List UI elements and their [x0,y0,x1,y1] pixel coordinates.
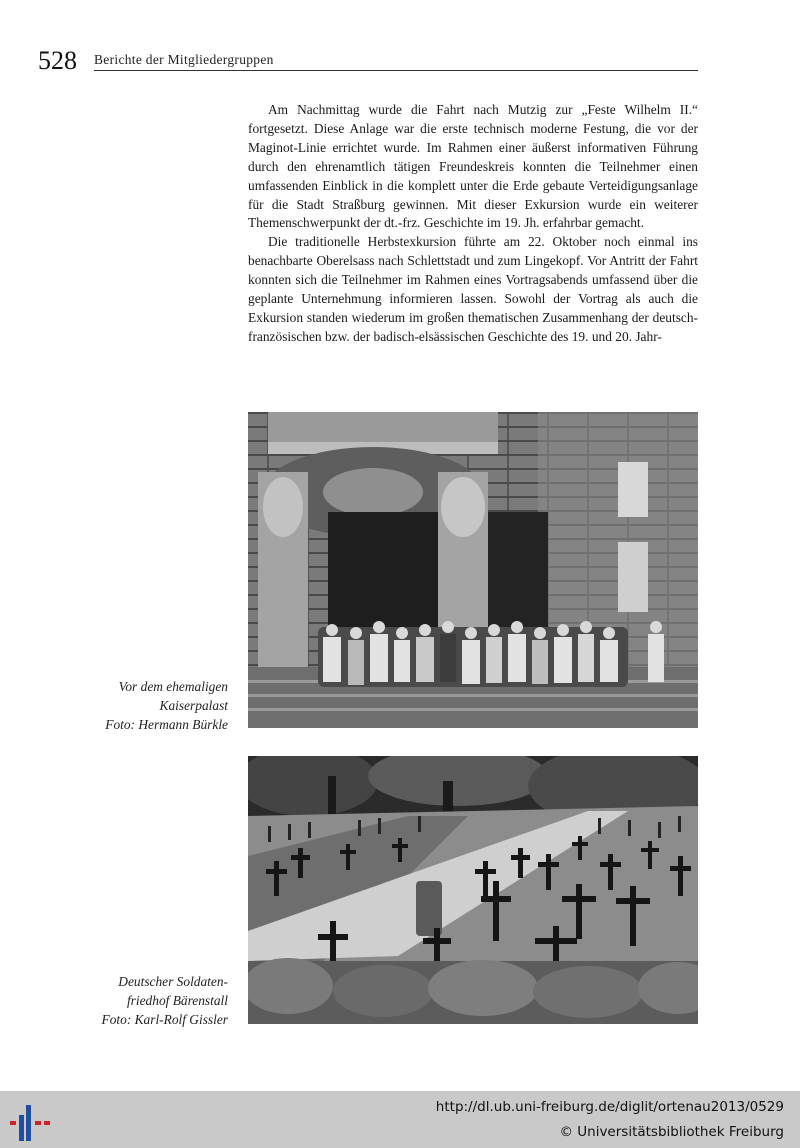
caption-line: Vor dem ehemaligen [118,679,228,694]
paragraph: Am Nachmittag wurde die Fahrt nach Mutzig zur „Feste Wilhelm II.“ fortgesetzt. Diese Anlage war die erste technisch moderne Festung, die vor der Maginot-Linie errichtet wurde. Im Rahmen einer äußerst informativen Führung durch den ehrenamtlich tätigen Freundeskreis konnten die Teilnehmer einen umfassenden Einblick in die komplett unter die Erde gebaute Verteidigungsanlage für die Stadt Straßburg gewinnen. Mit dieser Exkursion wurde ein weiterer Themenschwerpunkt der dt.-frz. Geschichte im 19. Jh. erfahrbar gemacht. [248,102,698,231]
header-rule [94,70,698,71]
paragraph: Die traditionelle Herbstexkursion führte am 22. Oktober noch einmal ins benachbarte Oberelsass nach Schlettstadt und zum Lingekopf. Vor Antritt der Fahrt konnten sich die Teilnehmer im Rahmen eines Vortragsabends umfassend über die geplante Unternehmung informieren lassen. Sowohl der Vortrag als auch die Exkursion standen wiederum im großen thematischen Zusammenhang der deutsch-französischen bzw. der badisch-elsässischen Geschichte des 19. und 20. Jahr- [248,234,698,344]
footer-copyright: © Universitätsbibliothek Freiburg [559,1124,784,1140]
caption-credit: Foto: Hermann Bürkle [105,716,228,732]
photo-kaiserpalast [248,412,698,728]
footer-bar [0,1091,800,1148]
page-header [38,46,698,74]
caption-credit: Foto: Karl-Rolf Gissler [101,1011,228,1027]
caption-line: Kaiserpalast [159,697,228,713]
running-head: Berichte der Mitgliedergruppen [94,52,274,67]
caption-line: Deutscher Soldaten- [118,974,228,989]
caption-line: friedhof Bärenstall [126,992,228,1008]
photo-soldatenfriedhof [248,756,698,1024]
caption-kaiserpalast [18,678,228,735]
footer-url-link[interactable]: http://dl.ub.uni-freiburg.de/diglit/ortenau2013/0529 [435,1099,784,1115]
caption-soldatenfriedhof [18,973,228,1030]
photo-kaiserpalast-image [248,412,698,728]
photo-soldatenfriedhof-image [248,756,698,1024]
body-text [248,101,698,347]
page-number: 528 [38,46,77,75]
ub-freiburg-logo-icon[interactable] [10,1101,50,1143]
